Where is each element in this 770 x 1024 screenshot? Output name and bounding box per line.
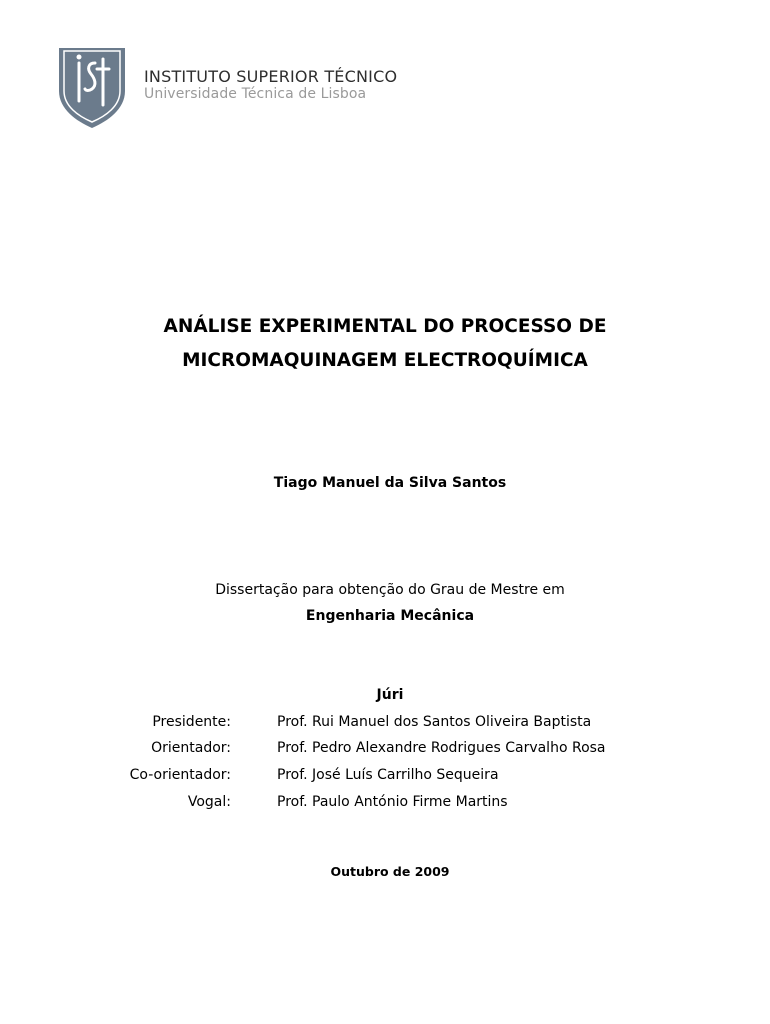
jury-heading: Júri	[376, 687, 404, 703]
jury-member-name: Prof. Paulo António Firme Martins	[277, 794, 508, 810]
institution-logo	[58, 47, 398, 131]
institution-name: INSTITUTO SUPERIOR TÉCNICO	[144, 67, 398, 86]
jury-row	[0, 740, 770, 760]
jury-member-name: Prof. Rui Manuel dos Santos Oliveira Baptista	[277, 714, 592, 730]
jury-role: Presidente:	[152, 714, 231, 730]
institution-subtitle: Universidade Técnica de Lisboa	[144, 86, 367, 102]
jury-member-name: Prof. José Luís Carrilho Sequeira	[277, 767, 499, 783]
thesis-title-line-1: ANÁLISE EXPERIMENTAL DO PROCESSO DE	[163, 316, 607, 337]
submission-date: Outubro de 2009	[330, 864, 450, 879]
jury-row	[0, 714, 770, 734]
jury-row	[0, 767, 770, 787]
jury-member-name: Prof. Pedro Alexandre Rodrigues Carvalho Rosa	[277, 740, 606, 756]
jury-row	[0, 794, 770, 814]
dissertation-purpose: Dissertação para obtenção do Grau de Mestre em	[215, 582, 565, 598]
degree-name: Engenharia Mecânica	[305, 608, 475, 624]
jury-role: Orientador:	[151, 740, 231, 756]
ist-shield-icon	[58, 47, 126, 129]
thesis-title-line-2: MICROMAQUINAGEM ELECTROQUÍMICA	[182, 350, 588, 371]
jury-role: Vogal:	[187, 794, 231, 810]
jury-role: Co-orientador:	[129, 767, 231, 783]
author-name: Tiago Manuel da Silva Santos	[273, 475, 507, 491]
